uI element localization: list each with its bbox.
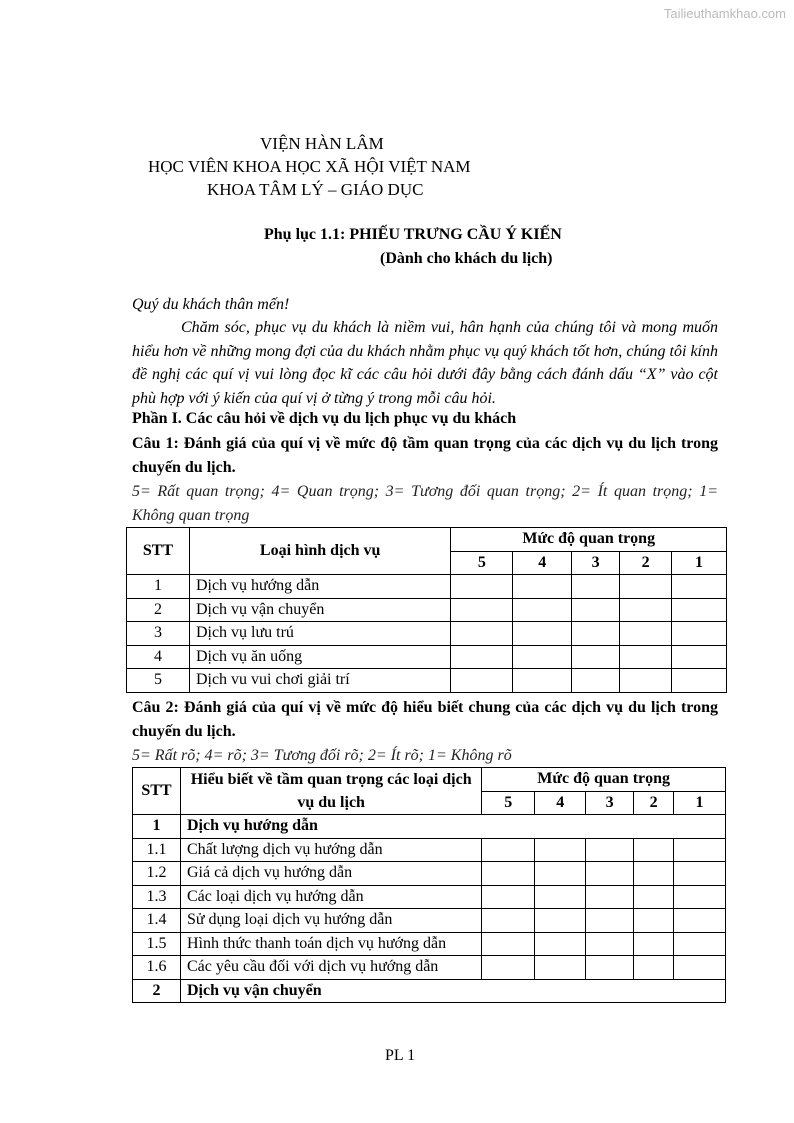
row-stt: 1.1 (133, 838, 181, 862)
part1-heading: Phần I. Các câu hỏi về dịch vụ du lịch phục vụ du khách (132, 410, 517, 427)
level-2-header: 2 (620, 551, 672, 575)
stt-header: STT (133, 768, 181, 815)
row-name: Các loại dịch vụ hướng dẫn (180, 885, 481, 909)
header-line2: HỌC VIÊN KHOA HỌC XÃ HỘI VIỆT NAM (148, 157, 471, 176)
rating-cell-4[interactable] (513, 575, 572, 599)
table-row (133, 862, 726, 886)
header-line1: VIỆN HÀN LÂM (260, 134, 384, 153)
rating-cell-5[interactable] (482, 885, 535, 909)
rating-cell-1[interactable] (674, 862, 726, 886)
greeting: Quý du khách thân mến! (132, 296, 290, 313)
row-name: Dịch vụ vận chuyển (189, 598, 450, 622)
rating-cell-3[interactable] (572, 598, 620, 622)
intro-paragraph: Chăm sóc, phục vụ du khách là niềm vui, hân hạnh của chúng tôi và mong muốn hiểu hơn về những mong đợi của du khách nhằm phục vụ quý khách tốt hơn, chúng tôi kính đề nghị các quí vị vui lòng đọc kĩ các câu hỏi dưới đây bằng cách đánh dấu “X” vào cột phù hợp với ý kiến của quí vị ở từng ý trong mỗi câu hỏi. (132, 319, 718, 407)
row-stt: 2 (133, 979, 181, 1003)
rating-cell-1[interactable] (672, 622, 727, 646)
row-stt: 1 (133, 815, 181, 839)
level-4-header: 4 (513, 551, 572, 575)
table-row (133, 838, 726, 862)
rating-cell-2[interactable] (620, 598, 672, 622)
level-3-header: 3 (586, 791, 634, 815)
watermark: Tailieuthamkhao.com (663, 6, 786, 21)
q1-table (126, 527, 727, 693)
rating-cell-5[interactable] (451, 645, 513, 669)
rating-cell-1[interactable] (672, 598, 727, 622)
row-stt: 3 (127, 622, 190, 646)
rating-cell-5[interactable] (482, 909, 535, 933)
rating-cell-5[interactable] (482, 956, 535, 980)
rating-cell-1[interactable] (674, 885, 726, 909)
row-name: Dịch vụ hướng dẫn (189, 575, 450, 599)
rating-cell-1[interactable] (674, 932, 726, 956)
level-4-header: 4 (535, 791, 586, 815)
level-3-header: 3 (572, 551, 620, 575)
rating-cell-3[interactable] (586, 885, 634, 909)
rating-cell-2[interactable] (634, 909, 674, 933)
rating-cell-4[interactable] (535, 932, 586, 956)
rating-cell-2[interactable] (634, 932, 674, 956)
row-stt: 1 (127, 575, 190, 599)
q1-title: Câu 1: Đánh giá của quí vị về mức độ tầm quan trọng của các dịch vụ du lịch trong chuyến du lịch. (132, 435, 718, 476)
rating-cell-1[interactable] (672, 575, 727, 599)
row-stt: 1.5 (133, 932, 181, 956)
rating-cell-4[interactable] (535, 885, 586, 909)
row-name: Dịch vu vui chơi giải trí (189, 669, 450, 693)
rating-cell-4[interactable] (513, 622, 572, 646)
rating-cell-3[interactable] (586, 862, 634, 886)
rating-cell-1[interactable] (672, 645, 727, 669)
row-stt: 4 (127, 645, 190, 669)
rating-cell-5[interactable] (451, 598, 513, 622)
rating-cell-3[interactable] (586, 909, 634, 933)
table-row (133, 885, 726, 909)
rating-cell-3[interactable] (586, 838, 634, 862)
rating-cell-4[interactable] (535, 909, 586, 933)
row-stt: 1.4 (133, 909, 181, 933)
page-number: PL 1 (385, 1047, 416, 1064)
stt-header: STT (127, 528, 190, 575)
row-stt: 1.3 (133, 885, 181, 909)
level-header: Mức độ quan trọng (482, 768, 726, 792)
appendix-title: Phụ lục 1.1: PHIẾU TRƯNG CẦU Ý KIẾN (264, 226, 562, 243)
appendix-subtitle: (Dành cho khách du lịch) (380, 250, 553, 267)
q2-table (132, 767, 726, 1003)
rating-cell-5[interactable] (451, 622, 513, 646)
rating-cell-2[interactable] (620, 669, 672, 693)
rating-cell-2[interactable] (620, 645, 672, 669)
row-name: Hình thức thanh toán dịch vụ hướng dẫn (180, 932, 481, 956)
q2-scale: 5= Rất rõ; 4= rõ; 3= Tương đối rõ; 2= Ít rõ; 1= Không rõ (132, 747, 512, 764)
rating-cell-4[interactable] (535, 838, 586, 862)
table-row (133, 909, 726, 933)
rating-cell-1[interactable] (674, 956, 726, 980)
rating-cell-2[interactable] (634, 885, 674, 909)
rating-cell-2[interactable] (634, 956, 674, 980)
row-name: Dịch vụ vận chuyển (180, 979, 725, 1003)
table-row (133, 932, 726, 956)
table-row (133, 956, 726, 980)
rating-cell-2[interactable] (620, 575, 672, 599)
row-name: Sử dụng loại dịch vụ hướng dẫn (180, 909, 481, 933)
rating-cell-2[interactable] (634, 862, 674, 886)
row-name: Chất lượng dịch vụ hướng dẫn (180, 838, 481, 862)
rating-cell-5[interactable] (451, 669, 513, 693)
rating-cell-4[interactable] (513, 669, 572, 693)
rating-cell-1[interactable] (674, 838, 726, 862)
table-row (133, 979, 726, 1003)
table-row (127, 669, 727, 693)
rating-cell-5[interactable] (451, 575, 513, 599)
table-row (127, 622, 727, 646)
knowledge-header: Hiểu biết về tầm quan trọng các loại dịch vụ du lịch (180, 768, 481, 815)
row-name: Dịch vụ ăn uống (189, 645, 450, 669)
table-row (133, 815, 726, 839)
rating-cell-3[interactable] (572, 622, 620, 646)
q2-title: Câu 2: Đánh giá của quí vị về mức độ hiểu biết chung của các dịch vụ du lịch trong chuyến du lịch. (132, 699, 718, 740)
row-stt: 5 (127, 669, 190, 693)
rating-cell-3[interactable] (572, 575, 620, 599)
row-name: Dịch vụ hướng dẫn (180, 815, 725, 839)
level-1-header: 1 (672, 551, 727, 575)
header-line3: KHOA TÂM LÝ – GIÁO DỤC (207, 180, 424, 199)
rating-cell-4[interactable] (535, 956, 586, 980)
row-name: Các yêu cầu đối với dịch vụ hướng dẫn (180, 956, 481, 980)
level-1-header: 1 (674, 791, 726, 815)
table-row (127, 645, 727, 669)
level-header: Mức độ quan trọng (451, 528, 727, 552)
rating-cell-4[interactable] (513, 645, 572, 669)
rating-cell-4[interactable] (535, 862, 586, 886)
row-stt: 1.2 (133, 862, 181, 886)
row-name: Giá cả dịch vụ hướng dẫn (180, 862, 481, 886)
row-name: Dịch vụ lưu trú (189, 622, 450, 646)
rating-cell-1[interactable] (674, 909, 726, 933)
level-5-header: 5 (451, 551, 513, 575)
table-row (127, 598, 727, 622)
service-header: Loại hình dịch vụ (189, 528, 450, 575)
rating-cell-3[interactable] (572, 669, 620, 693)
rating-cell-3[interactable] (586, 956, 634, 980)
rating-cell-5[interactable] (482, 838, 535, 862)
rating-cell-5[interactable] (482, 932, 535, 956)
q1-scale: 5= Rất quan trọng; 4= Quan trọng; 3= Tương đối quan trọng; 2= Ít quan trọng; 1= Không quan trọng (132, 483, 718, 524)
rating-cell-2[interactable] (634, 838, 674, 862)
rating-cell-4[interactable] (513, 598, 572, 622)
row-stt: 1.6 (133, 956, 181, 980)
rating-cell-2[interactable] (620, 622, 672, 646)
rating-cell-5[interactable] (482, 862, 535, 886)
rating-cell-1[interactable] (672, 669, 727, 693)
level-2-header: 2 (634, 791, 674, 815)
table-row (127, 575, 727, 599)
rating-cell-3[interactable] (572, 645, 620, 669)
rating-cell-3[interactable] (586, 932, 634, 956)
level-5-header: 5 (482, 791, 535, 815)
row-stt: 2 (127, 598, 190, 622)
